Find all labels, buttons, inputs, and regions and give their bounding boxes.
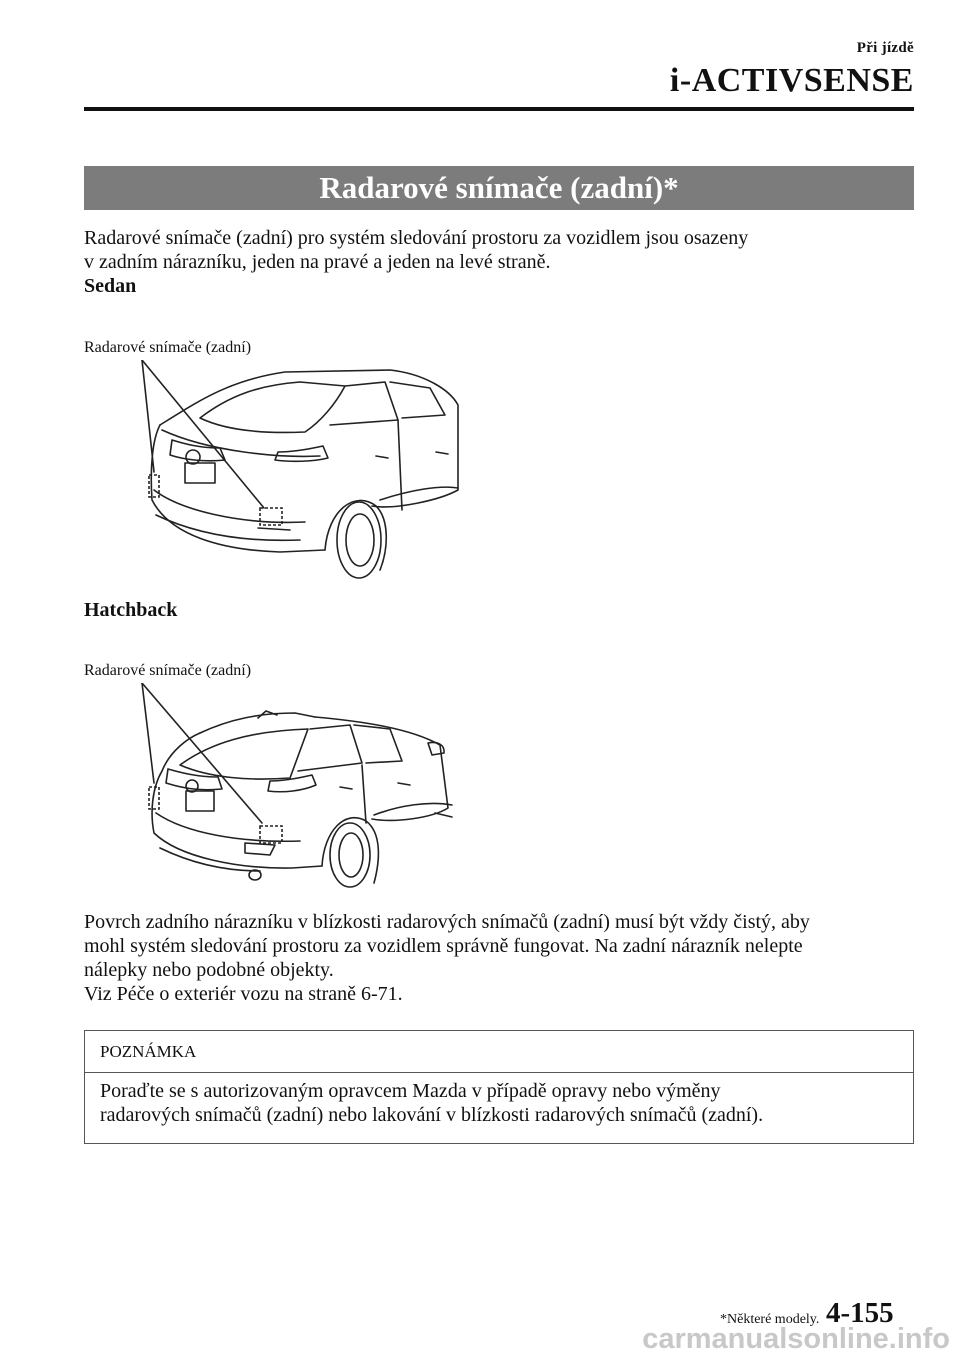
intro-paragraph [84,226,914,298]
hatchback-illustration [140,683,455,888]
footer-models-note: *Některé modely. [720,1312,820,1327]
note-line-2: radarových snímačů (zadní) nebo lakování v blízkosti radarových snímačů (zadní). [100,1104,764,1126]
body-line-2: mohl systém sledování prostoru za vozidlem správně fungovat. Na zadní nárazník nelepte [84,935,803,957]
hatchback-heading: Hatchback [84,599,178,621]
sedan-sensor-callout: Radarové snímače (zadní) [84,339,252,356]
section-title: i-ACTIVSENSE [669,62,914,99]
note-line-1: Poraďte se s autorizovaným opravcem Mazda v případě opravy nebo výměny [100,1080,721,1102]
page-number: 4-155 [826,1297,894,1329]
note-box [84,1030,914,1144]
intro-line-2: v zadním nárazníku, jeden na pravé a jeden na levé straně. [84,251,551,273]
note-title: POZNÁMKA [85,1031,913,1073]
note-body [85,1073,913,1127]
sedan-illustration [140,360,470,585]
chapter-title: Při jízdě [856,40,914,56]
body-paragraph [84,910,914,1006]
intro-line-1: Radarové snímače (zadní) pro systém sledování prostoru za vozidlem jsou osazeny [84,227,749,249]
hatchback-sensor-callout: Radarové snímače (zadní) [84,662,252,679]
page-title [84,166,914,210]
body-line-4: Viz Péče o exteriér vozu na straně 6-71. [84,983,403,1005]
sedan-heading: Sedan [84,275,137,297]
watermark: carmanualsonline.info [642,1323,950,1355]
header-divider [84,107,914,111]
body-line-3: nálepky nebo podobné objekty. [84,959,334,981]
body-line-1: Povrch zadního nárazníku v blízkosti radarových snímačů (zadní) musí být vždy čistý, aby [84,911,810,933]
page-title-text: Radarové snímače (zadní)* [319,170,679,205]
